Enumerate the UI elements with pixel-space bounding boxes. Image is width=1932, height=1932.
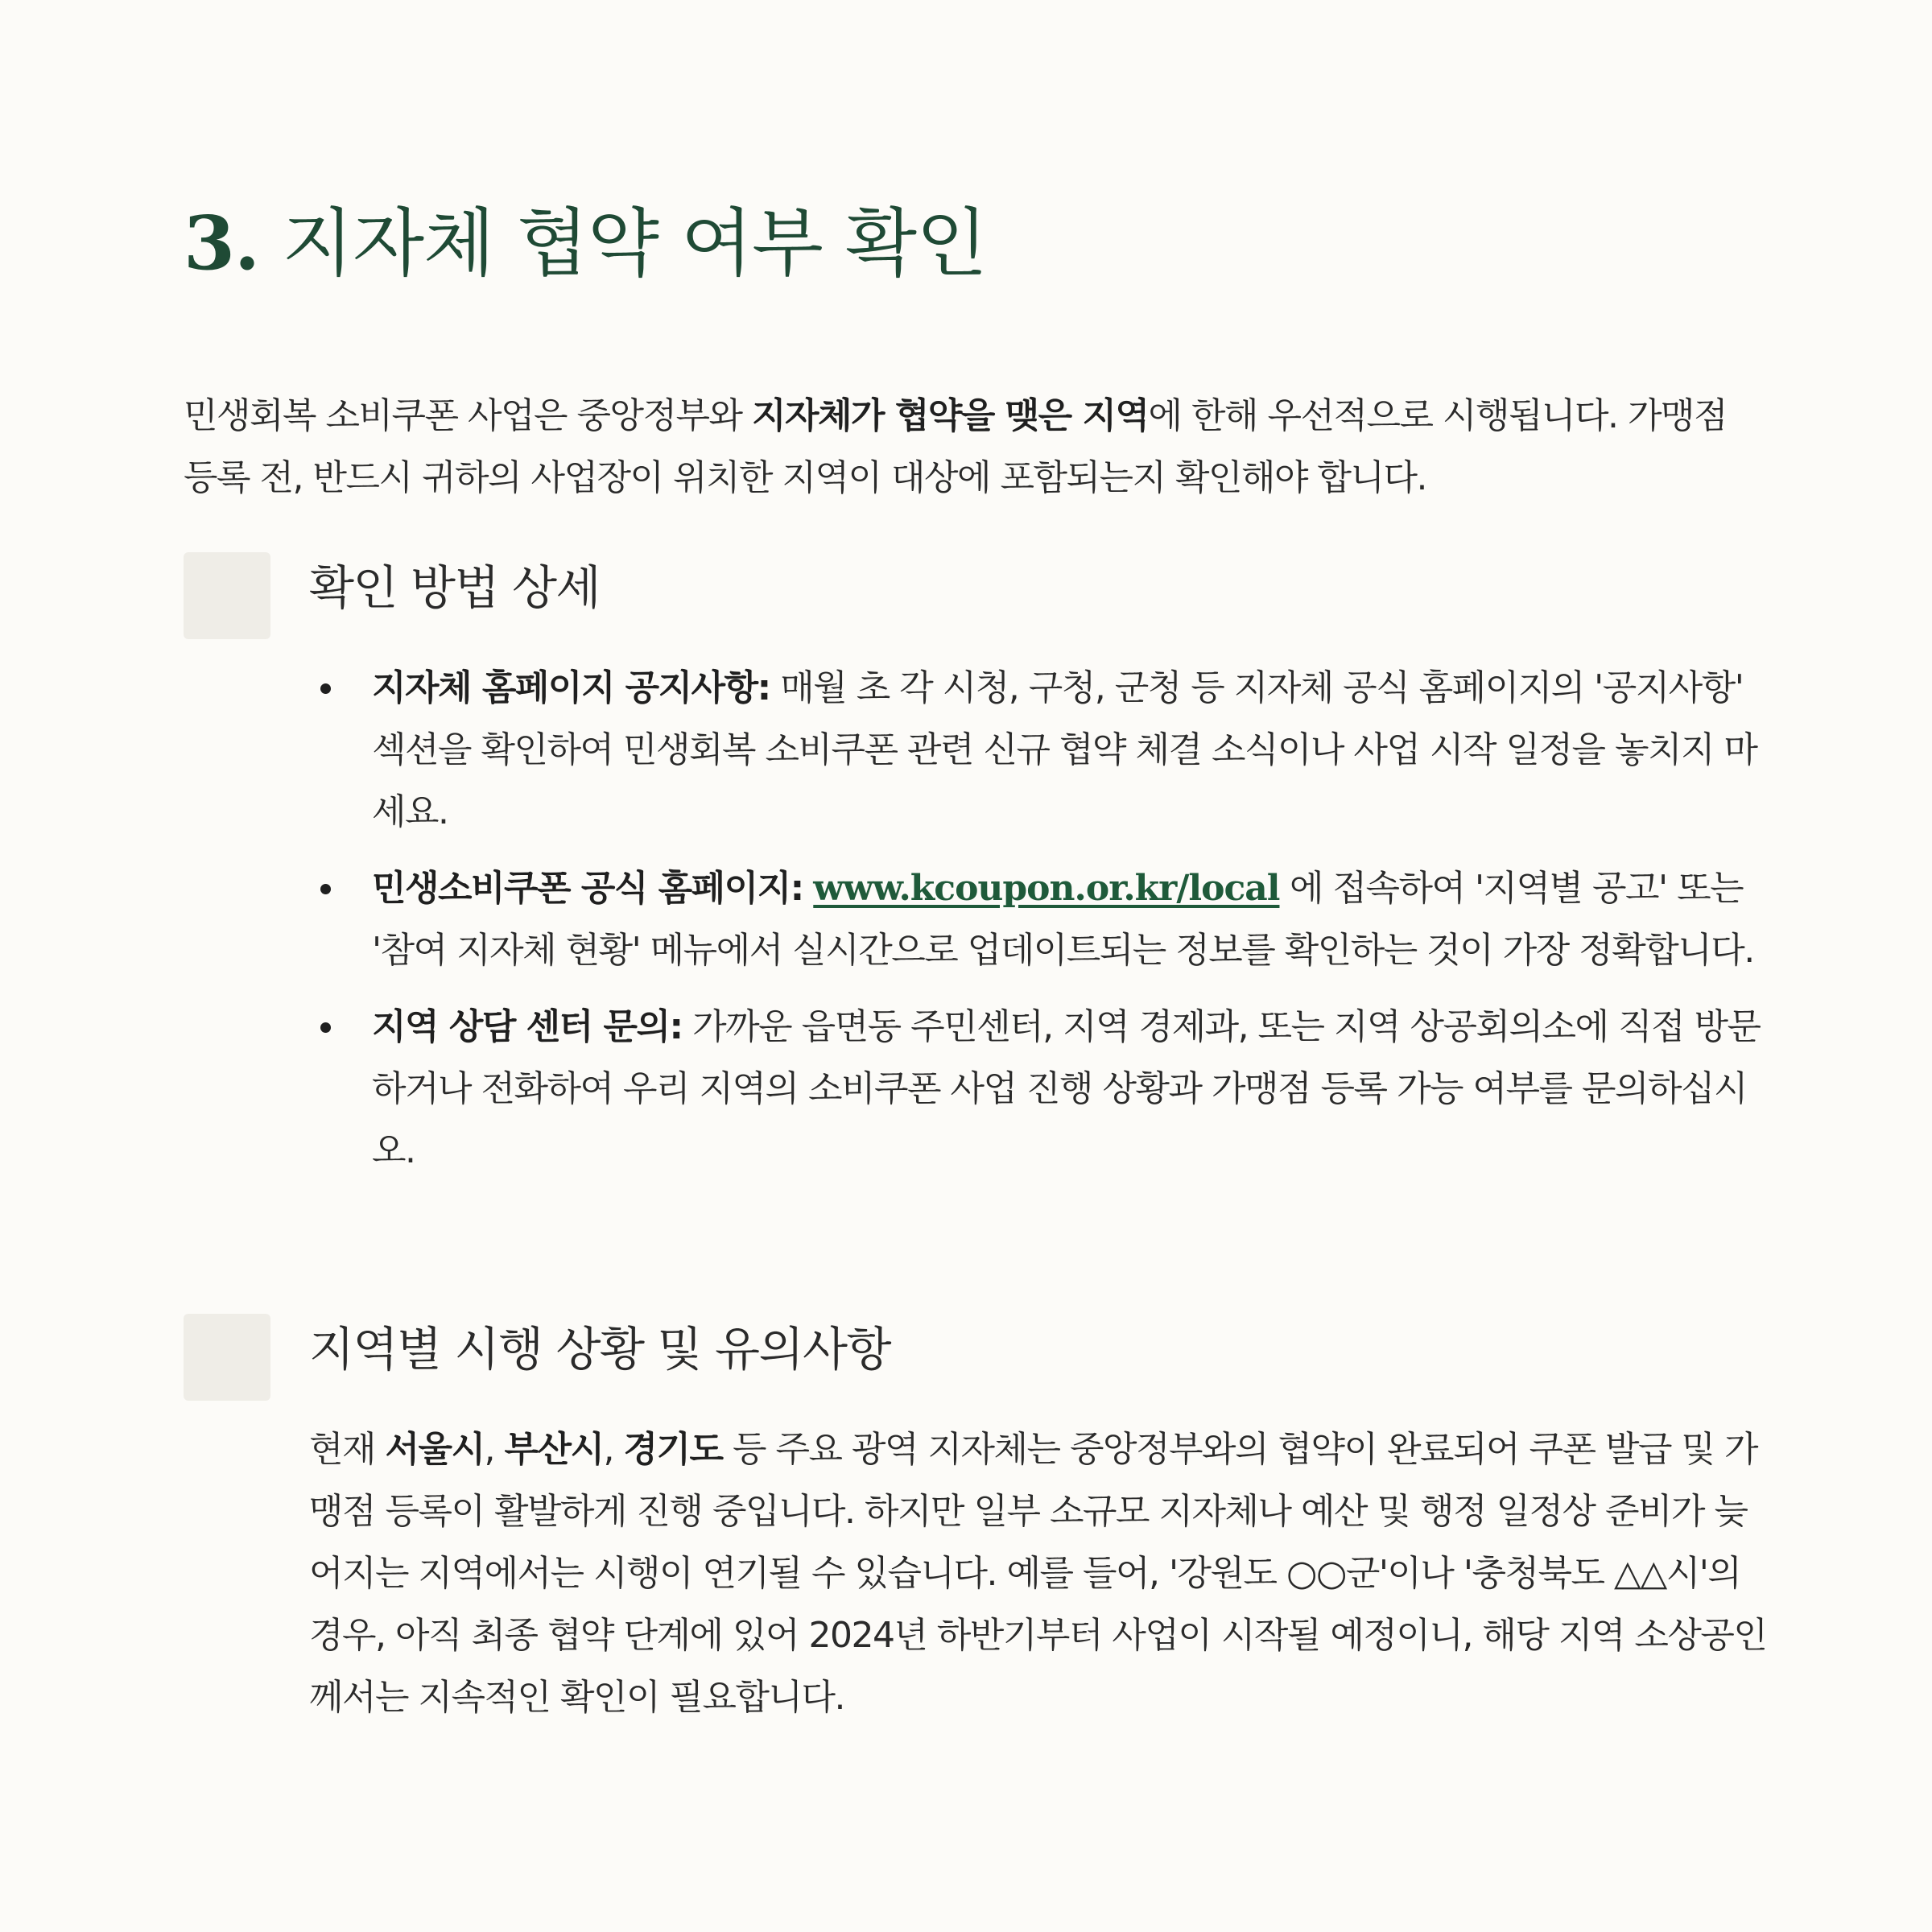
region-gyeonggi: 경기도	[623, 1429, 723, 1470]
intro-text-start: 민생회복 소비쿠폰 사업은 중앙정부와	[184, 395, 753, 436]
status-text-rest: 등 주요 광역 지자체는 중앙정부와의 협약이 완료되어 쿠폰 발급 및 가맹점 등록이 활발하게 진행 중입니다. 하지만 일부 소규모 지자체나 예산 및 행정 일정상 준비가 늦어지는 지역에서는 시행이 연기될 수 있습니다. 예를 들어, '강원도 ○○군'이나 '충청북도 △△시'의 경우, 아직 최종 협약 단계에 있어 2024년 하반기부터 사업이 시작될 예정이니, 해당 지역 소상공인께서는 지속적인 확인이 필요합니다.	[309, 1429, 1767, 1718]
status-paragraph	[309, 1418, 1774, 1728]
bullet-icon	[320, 683, 331, 694]
separator: ,	[484, 1429, 505, 1470]
separator: ,	[603, 1429, 624, 1470]
list-item	[309, 657, 1782, 843]
list-item-text: 매월 초 각 시청, 구청, 군청 등 지자체 공식 홈페이지의 '공지사항' 섹션을 확인하여 민생회복 소비쿠폰 관련 신규 협약 체결 소식이나 사업 시작 일정을 놓치지 마세요.	[372, 667, 1757, 832]
list-item	[309, 857, 1782, 981]
bullet-icon	[320, 884, 331, 894]
status-text-start: 현재	[309, 1429, 386, 1470]
section-icon-placeholder	[184, 1314, 270, 1401]
list-item-text: 가까운 읍면동 주민센터, 지역 경제과, 또는 지역 상공회의소에 직접 방문하거나 전화하여 우리 지역의 소비쿠폰 사업 진행 상황과 가맹점 등록 가능 여부를 문의하십시오.	[372, 1006, 1761, 1171]
page-title	[184, 201, 987, 287]
intro-text-end: 에 한해 우선적으로 시행됩니다. 가맹점 등록 전, 반드시 귀하의 사업장이 위치한 지역이 대상에 포함되는지 확인해야 합니다.	[184, 395, 1728, 498]
list-item-label: 지역 상담 센터 문의:	[372, 1006, 683, 1047]
city-seoul: 서울시	[385, 1429, 485, 1470]
methods-list	[309, 657, 1782, 1196]
intro-bold-text: 지자체가 협약을 맺은 지역	[752, 395, 1149, 436]
bullet-icon	[320, 1022, 331, 1033]
list-item-label: 민생소비쿠폰 공식 홈페이지:	[372, 868, 803, 909]
kcoupon-link[interactable]: www.kcoupon.or.kr/local	[813, 868, 1280, 909]
city-busan: 부산시	[504, 1429, 604, 1470]
section-icon-placeholder	[184, 552, 270, 639]
list-item-label: 지자체 홈페이지 공지사항:	[372, 667, 770, 708]
section-number: 3.	[184, 200, 260, 287]
intro-paragraph	[184, 385, 1761, 509]
list-item-text: 에 접속하여 '지역별 공고' 또는 '참여 지자체 현황' 메뉴에서 실시간으로 업데이트되는 정보를 확인하는 것이 가장 정확합니다.	[372, 868, 1754, 971]
list-item	[309, 996, 1782, 1182]
status-section-title: 지역별 시행 상황 및 유의사항	[309, 1322, 891, 1377]
methods-section-title: 확인 방법 상세	[309, 560, 601, 615]
section-heading-text: 지자체 협약 여부 확인	[282, 200, 987, 287]
